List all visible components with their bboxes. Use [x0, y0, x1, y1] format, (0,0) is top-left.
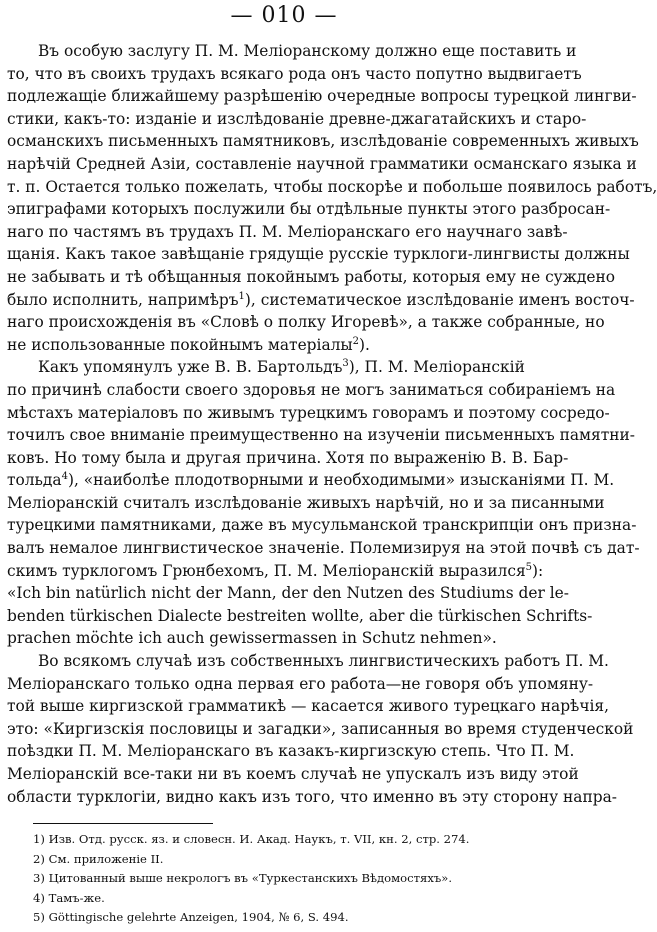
line-text: подлежащіе ближайшему разрѣшенію очередные вопросы турецкой лингви- [7, 87, 637, 106]
text-line [7, 153, 637, 176]
text-line [7, 243, 630, 266]
line-text-after: ), «наиболѣе плодотворными и необходимыми» изысканіями П. М. [67, 471, 615, 490]
text-line [7, 402, 610, 425]
body-text [7, 40, 657, 808]
footnotes [33, 830, 553, 928]
text-line [7, 650, 609, 673]
text-line [7, 447, 569, 470]
line-text: то, что въ своихъ трудахъ всякаго рода онъ часто попутно выдвигаетъ [7, 64, 582, 83]
line-text-after: ): [532, 561, 544, 580]
text-line [7, 130, 639, 153]
footnote-3: 3) Цитованный выше некрологъ въ «Туркестанскихъ Вѣдомостяхъ». [33, 871, 453, 886]
line-text: тольда [7, 471, 62, 490]
line-text: benden türkischen Dialecte bestreiten wollte, aber die türkischen Schrifts- [7, 606, 593, 625]
text-line [7, 718, 634, 741]
text-line [7, 63, 582, 86]
line-text-after: ), систематическое изслѣдованіе именъ восточ- [244, 290, 635, 309]
text-line [7, 469, 615, 492]
line-text: турецкими памятниками, даже въ мусульманской транскрипціи онъ призна- [7, 516, 637, 535]
text-line [7, 266, 616, 289]
footnote-divider [33, 823, 213, 824]
footnote-4: 4) Тамъ-же. [33, 890, 105, 905]
line-text: «Ich bin natürlich nicht der Mann, der den Nutzen des Studiums der le- [7, 584, 569, 603]
line-text: эпиграфами которыхъ послужили бы отдѣльные пункты этого разбросан- [7, 200, 611, 219]
page-number: — 010 — [230, 3, 338, 28]
footnote-ref: 4 [61, 471, 68, 483]
line-text-after: ), П. М. Меліоранскій [348, 358, 525, 377]
footnote-ref: 2 [352, 335, 360, 347]
text-line [7, 108, 587, 131]
text-line [7, 198, 611, 221]
text-line [7, 311, 605, 334]
text-line [7, 537, 640, 560]
line-text: стики, какъ-то: изданіе и изслѣдованіе древне-джагатайскихъ и старо- [7, 109, 587, 128]
line-text: валъ немалое лингвистическое значеніе. Полемизируя на этой почвѣ съ дат- [7, 539, 640, 558]
text-line [7, 695, 610, 718]
line-text: ковъ. Но тому была и другая причина. Хотя по выраженію В. В. Бар- [7, 448, 569, 467]
text-line [7, 514, 637, 537]
line-text: той выше киргизской грамматикѣ — касается живого турецкаго нарѣчія, [7, 697, 610, 716]
text-line [7, 334, 560, 357]
paragraph [7, 356, 640, 650]
paragraph [7, 40, 657, 356]
line-text: было исполнить, напримѣръ [7, 290, 239, 309]
line-text: Въ особую заслугу П. М. Меліоранскому должно еще поставить и [38, 42, 577, 60]
text-line [7, 176, 657, 199]
text-line [7, 786, 617, 809]
text-line [7, 379, 616, 402]
line-text: Меліоранскаго только одна первая его работа—не говоря объ упомяну- [7, 674, 594, 693]
line-text: не забывать и тѣ обѣщанныя покойнымъ работы, которыя ему не суждено [7, 267, 616, 286]
text-line [7, 582, 569, 605]
text-line [7, 763, 579, 786]
text-line [7, 673, 594, 696]
footnote-2: 2) См. приложеніе II. [33, 851, 164, 866]
line-text: наго происхожденія въ «Словѣ о полку Игоревѣ», а также собранные, но [7, 313, 605, 332]
text-line [7, 560, 560, 583]
footnote-1: 1) Изв. Отд. русск. яз. и словесн. И. Акад. Наукъ, т. VII, кн. 2, стр. 274. [33, 832, 470, 846]
text-line [7, 356, 560, 379]
footnote-5: 5) Göttingische gelehrte Anzeigen, 1904, № 6, S. 494. [33, 910, 349, 925]
line-text: мѣстахъ матеріаловъ по живымъ турецкимъ говорамъ и поэтому сосредо- [7, 403, 610, 422]
line-text: Меліоранскій считалъ изслѣдованіе живыхъ нарѣчій, но и за писанными [7, 493, 605, 512]
text-line [7, 492, 605, 515]
text-line [7, 424, 635, 447]
line-text: по причинѣ слабости своего здоровья не могъ заниматься собираніемъ на [7, 380, 616, 399]
footnote-ref: 1 [238, 290, 245, 302]
line-text: скимъ турклогомъ Грюнбехомъ, П. М. Меліоранскій выразился [7, 561, 526, 580]
text-line [7, 605, 593, 628]
line-text: Меліоранскій все-таки ни въ коемъ случаѣ не упускалъ изъ виду этой [7, 765, 579, 783]
line-text: османскихъ письменныхъ памятниковъ, изслѣдованіе современныхъ живыхъ [7, 132, 639, 151]
text-line [7, 627, 560, 650]
text-line [7, 289, 635, 312]
line-text: нарѣчій Средней Азіи, составленіе научной грамматики османскаго языка и [7, 154, 637, 173]
text-line [7, 740, 575, 763]
footnote-ref: 5 [525, 561, 533, 573]
text-line [7, 85, 637, 108]
line-text: т. п. Остается только пожелать, чтобы поскорѣе и побольше появилось работъ, [7, 177, 657, 196]
text-line [7, 40, 577, 63]
line-text: Во всякомъ случаѣ изъ собственныхъ лингвистическихъ работъ П. М. [38, 652, 609, 671]
footnote-ref: 3 [342, 358, 349, 370]
line-text: Какъ упомянулъ уже В. В. Бартольдъ [38, 358, 343, 377]
line-text: поѣздки П. М. Меліоранскаго въ казакъ-киргизскую степь. Что П. М. [7, 742, 575, 761]
line-text: наго по частямъ въ трудахъ П. М. Меліоранскаго его научнаго завѣ- [7, 222, 568, 241]
line-text: щанія. Какъ такое завѣщаніе грядущіе русскіе турклоги-лингвисты должны [7, 245, 630, 264]
line-text: области турклогіи, видно какъ изъ того, что именно въ эту сторону напра- [7, 787, 617, 806]
line-text: точилъ свое вниманіе преимущественно на изученіи письменныхъ памятни- [7, 426, 635, 445]
paragraph [7, 650, 634, 808]
line-text: это: «Киргизскія пословицы и загадки», записанныя во время студенческой [7, 719, 634, 738]
line-text: prachen möchte ich auch gewissermassen in Schutz nehmen». [7, 629, 497, 648]
line-text-after: ). [359, 335, 370, 354]
text-line [7, 221, 568, 244]
line-text: не использованные покойнымъ матеріалы [7, 335, 353, 354]
